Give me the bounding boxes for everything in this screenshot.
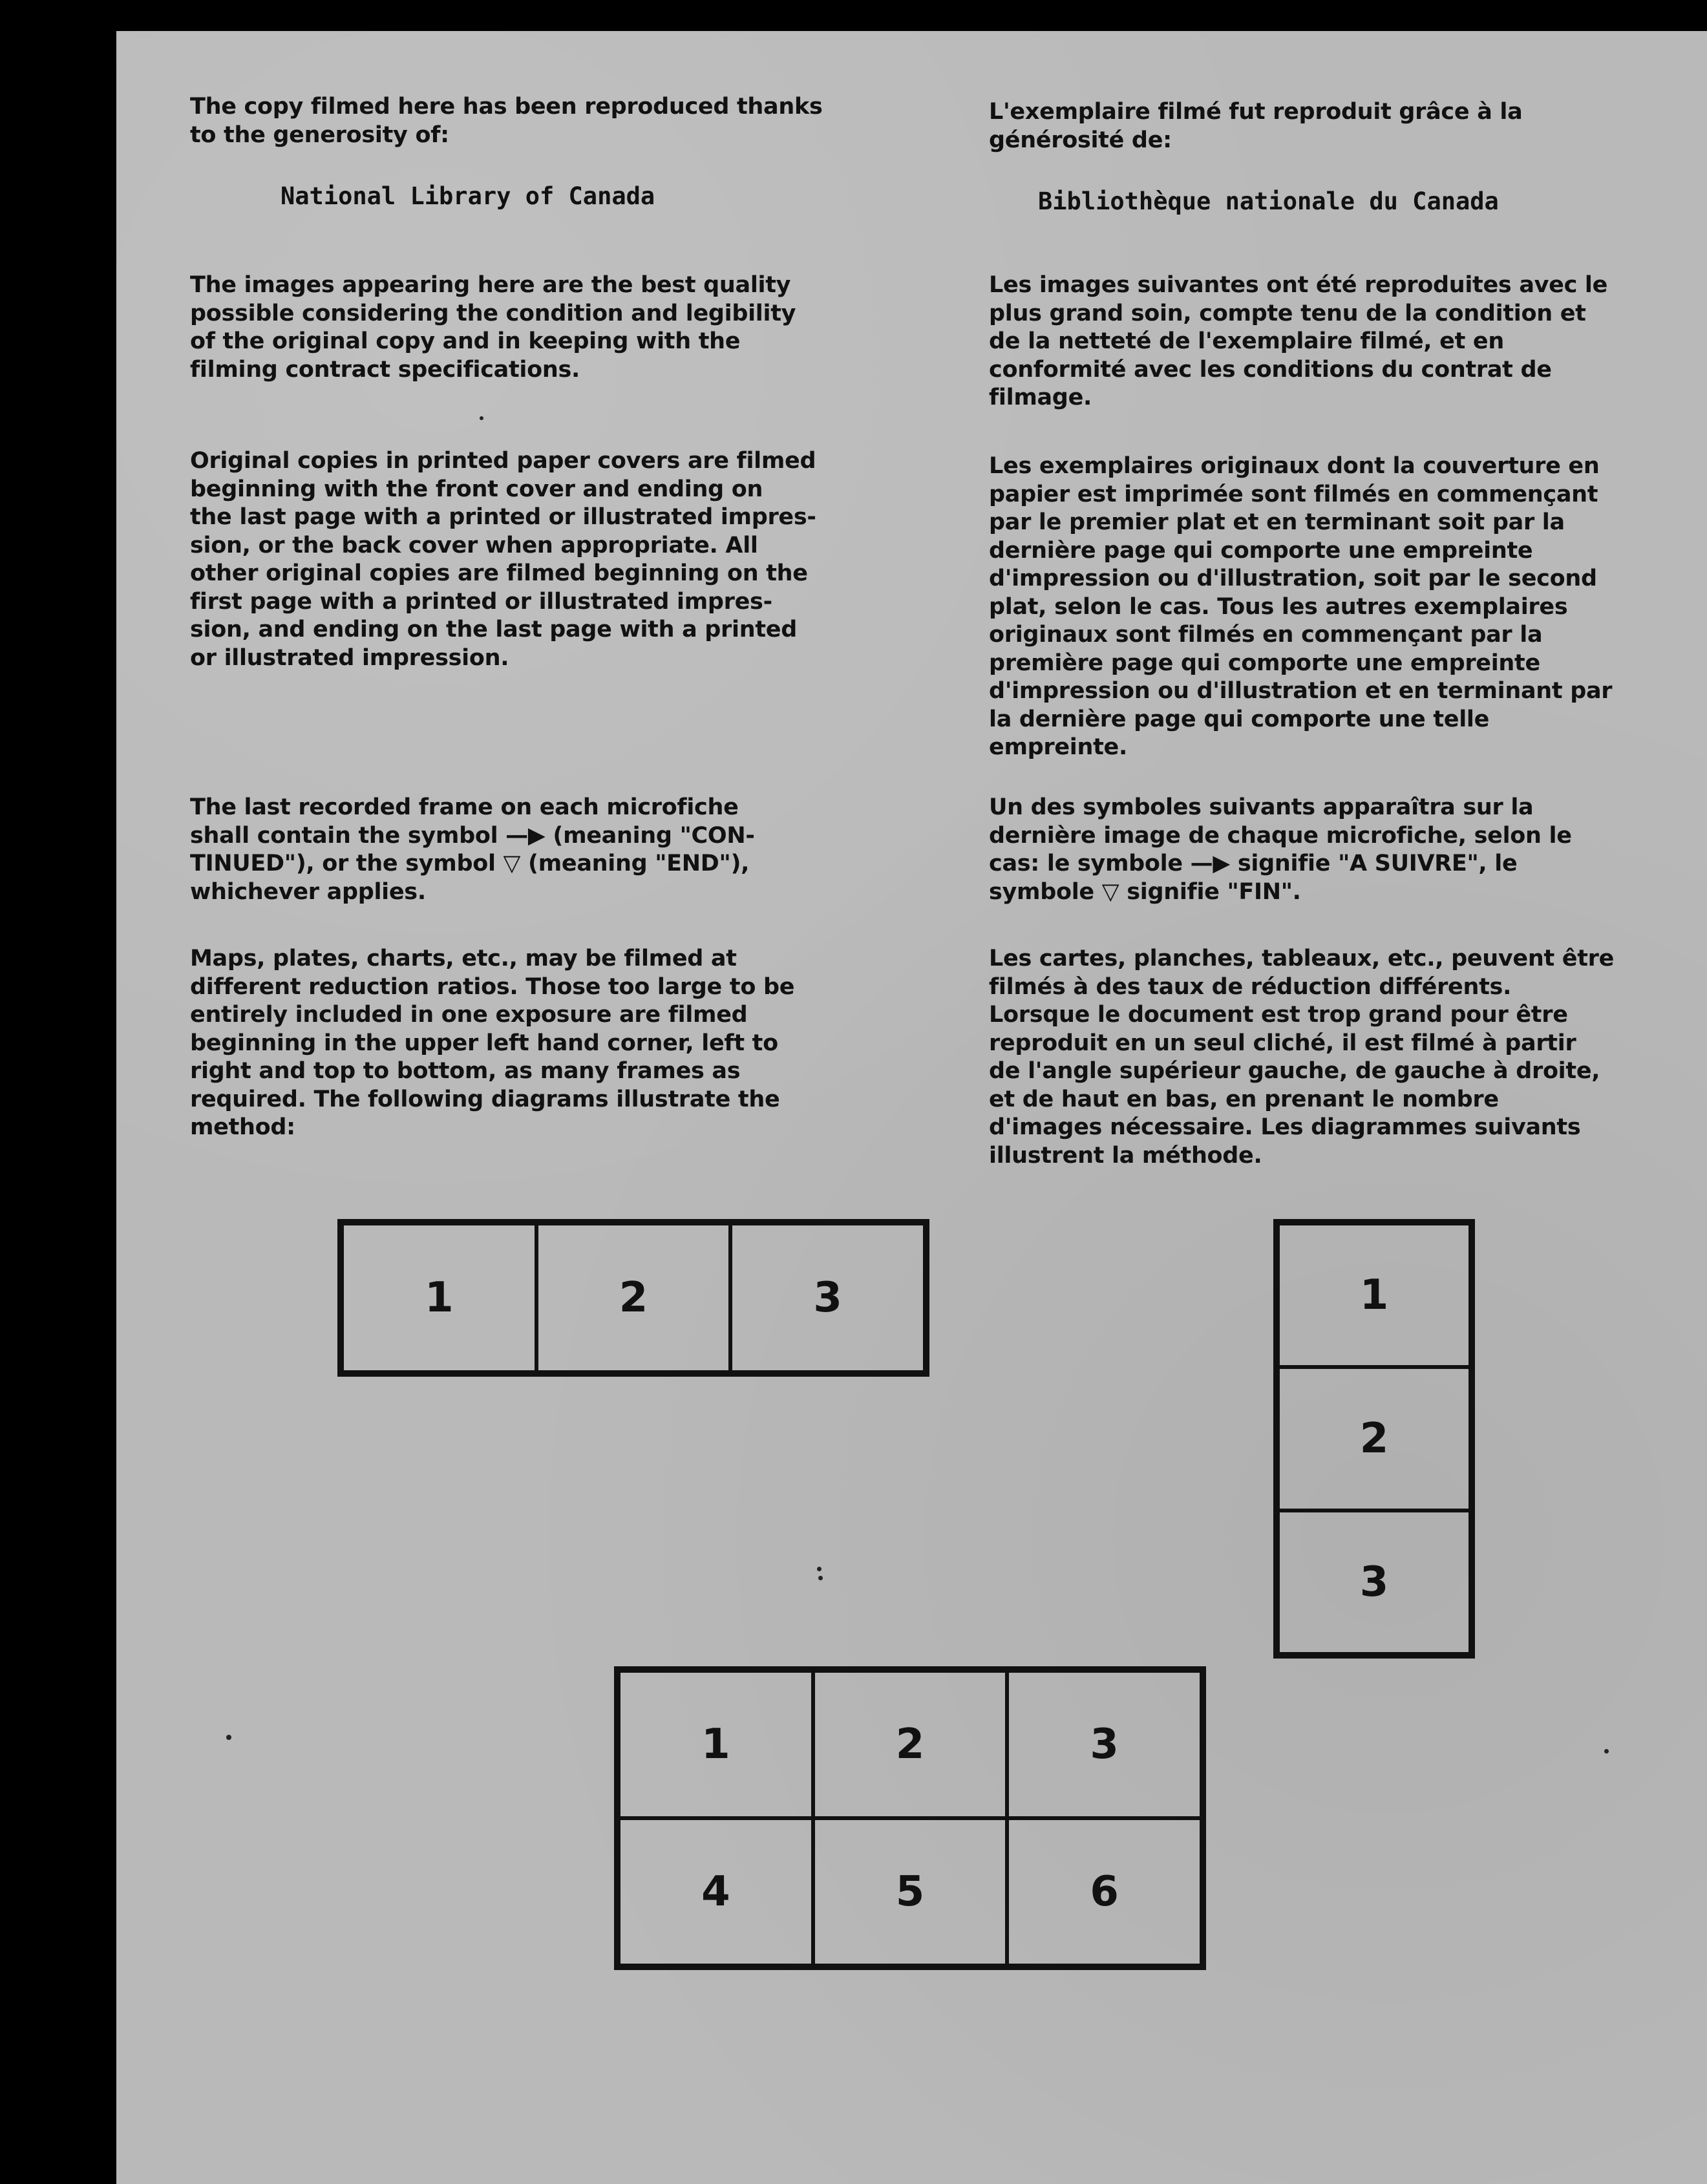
frame-cell: 1 [1278,1224,1470,1367]
frame-cell: 4 [619,1818,813,1966]
frame-cell: 3 [730,1224,925,1372]
diagram-vertical [1273,1219,1475,1659]
diagram-grid [614,1666,1206,1970]
maps-text-fr: Les cartes, planches, tableaux, etc., peuvent être filmés à des taux de réduction différents. Lorsque le document est trop grand pour être reproduit en un seul cliché, il est filmé à partir de l'angle supérieur gauche, de gauche à droite, et de haut en bas, en prenant le nombre d'images nécessaire. Les diagrammes suivants illustrent la méthode. [989,946,1615,1169]
quality-text-en: The images appearing here are the best quality possible considering the condition and legibility of the original copy and in keeping with the filming contract specifications. [190,272,796,383]
frame-cell: 2 [1278,1367,1470,1511]
dust-speck [1604,1749,1609,1754]
frame-cell: 6 [1007,1818,1202,1966]
diagram-horizontal [337,1219,929,1377]
library-name-en: National Library of Canada [281,182,655,210]
thanks-text-fr: L'exemplaire filmé fut reproduit grâce à la générosité de: [989,99,1523,153]
symbols-text-en: The last recorded frame on each microfiche shall contain the symbol —▶ (meaning "CON- TINUED"), or the symbol ▽ (meaning "END"), whichever applies. [190,794,755,905]
covers-text-fr: Les exemplaires originaux dont la couverture en papier est imprimée sont filmés en commençant par le premier plat et en terminant soit par la dernière page qui comporte une empreinte d'impression ou d'illustration, soit par le second plat, selon le cas. Tous les autres exemplaires originaux sont filmés en commençant par la première page qui comporte une empreinte d'impression ou d'illustration et en terminant par la dernière page qui comporte une telle empreinte. [989,453,1613,760]
dust-speck [817,1567,822,1571]
frame-cell: 1 [619,1671,813,1818]
frame-cell: 2 [536,1224,731,1372]
maps-text-en: Maps, plates, charts, etc., may be filmed at different reduction ratios. Those too large to be entirely included in one exposure are filmed beginning in the upper left hand corner, left to right and top to bottom, as many frames as required. The following diagrams illustrate the method: [190,946,795,1140]
frame-cell: 5 [813,1818,1008,1966]
frame-cell: 3 [1007,1671,1202,1818]
thanks-text-en: The copy filmed here has been reproduced thanks to the generosity of: [190,94,823,148]
library-name-fr: Bibliothèque nationale du Canada [1038,187,1499,215]
frame-cell: 3 [1278,1511,1470,1654]
frame-cell: 1 [342,1224,536,1372]
dust-speck [226,1735,231,1740]
microfiche-target-sheet [116,31,1707,2184]
frame-cell: 2 [813,1671,1008,1818]
dust-speck [818,1576,823,1580]
quality-text-fr: Les images suivantes ont été reproduites avec le plus grand soin, compte tenu de la condition et de la netteté de l'exemplaire filmé, et en conformité avec les conditions du contrat de filmage. [989,272,1608,410]
dust-speck [480,416,483,420]
covers-text-en: Original copies in printed paper covers are filmed beginning with the front cover and ending on the last page with a printed or illustrated impres- sion, or the back cover when appropriate. All other original copies are filmed beginning on the first page with a printed or illustrated impres- sion, and ending on the last page with a printed or illustrated impression. [190,448,816,671]
symbols-text-fr: Un des symboles suivants apparaîtra sur la dernière image de chaque microfiche, selon le cas: le symbole —▶ signifie "A SUIVRE", le symbole ▽ signifie "FIN". [989,794,1572,905]
